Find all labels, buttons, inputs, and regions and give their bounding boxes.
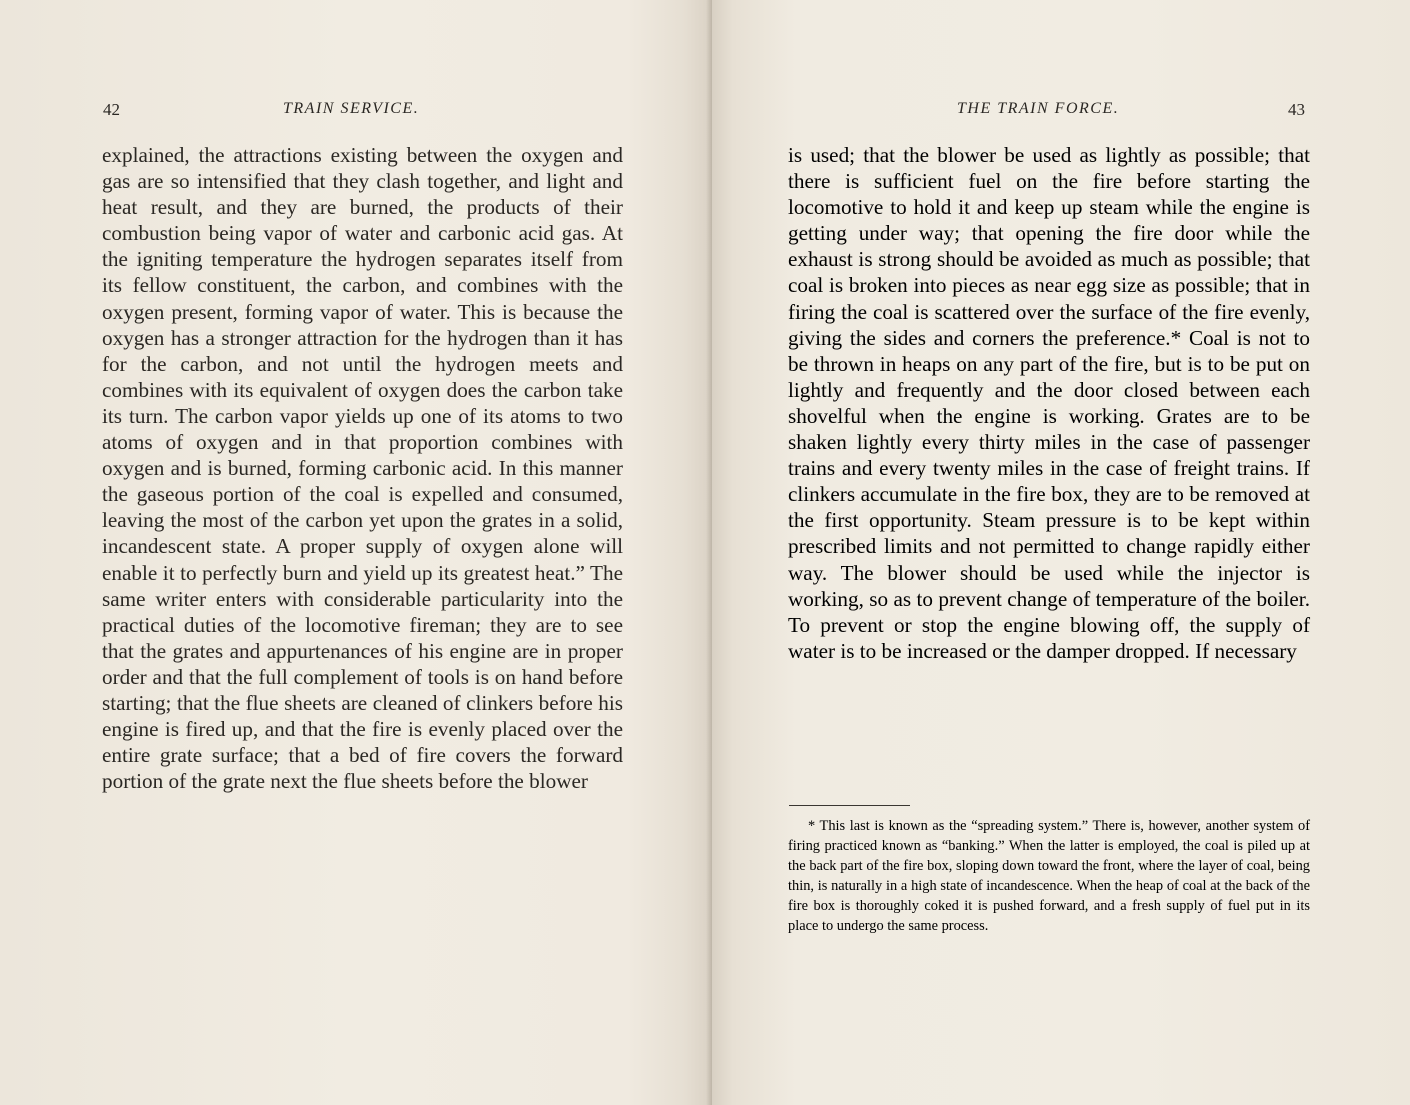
right-body-text bbox=[788, 142, 1310, 664]
footnote bbox=[788, 817, 1310, 936]
footnote-divider bbox=[789, 805, 910, 806]
left-body-paragraph: explained, the attractions existing between the oxygen and gas are so intensified that they clash together, and light and heat result, and they are burned, the products of their combustion being vapor of water and carbonic acid gas. At the igniting temperature the hydrogen separates itself from its fellow constituent, the carbon, and combines with the oxygen present, forming vapor of water. This is because the oxygen has a stronger attraction for the hydrogen than it has for the carbon, and not until the hydrogen meets and combines with its equivalent of oxygen does the carbon take its turn. The carbon vapor yields up one of its atoms to two atoms of oxygen and in that proportion combines with oxygen and is burned, forming carbonic acid. In this manner the gaseous portion of the coal is expelled and consumed, leaving the most of the carbon yet upon the grates in a solid, incandescent state. A proper supply of oxygen alone will enable it to perfectly burn and yield up its greatest heat.” The same writer enters with considerable particularity into the practical duties of the locomotive fireman; they are to see that the grates and appurtenances of his engine are in proper order and that the full complement of tools is on hand before starting; that the flue sheets are cleaned of clinkers before his engine is fired up, and that the fire is evenly placed over the entire grate surface; that a bed of fire covers the forward portion of the grate next the flue sheets before the blower bbox=[102, 143, 623, 794]
footnote-text: * This last is known as the “spreading system.” There is, however, another system of firing practiced known as “banking.” When the latter is employed, the coal is piled up at the back part of the fire box, sloping down toward the front, where the layer of coal, being thin, is naturally in a high state of incandescence. When the heap of coal at the back of the fire box is thoroughly coked it is pushed forward, and a fresh supply of fuel put in its place to undergo the same process. bbox=[788, 818, 1310, 934]
right-running-head: THE TRAIN FORCE. bbox=[957, 100, 1120, 117]
left-page-number: 42 bbox=[103, 100, 120, 119]
left-body-text bbox=[102, 142, 623, 794]
right-page-number: 43 bbox=[1288, 100, 1305, 119]
left-running-head: TRAIN SERVICE. bbox=[283, 100, 420, 117]
right-body-paragraph: is used; that the blower be used as lightly as possible; that there is sufficient fuel on the fire before starting the locomotive to hold it and keep up steam while the engine is getting under way; that opening the fire door while the exhaust is strong should be avoided as much as possible; that coal is broken into pieces as near egg size as possible; that in firing the coal is scattered over the surface of the fire evenly, giving the sides and corners the preference.* Coal is not to be thrown in heaps on any part of the fire, but is to be put on lightly and frequently and the door closed between each shovelful when the engine is working. Grates are to be shaken lightly every thirty miles in the case of passenger trains and every twenty miles in the case of freight trains. If clinkers accumulate in the fire box, they are to be removed at the first opportunity. Steam pressure is to be kept within prescribed limits and not permitted to change rapidly either way. The blower should be used while the injector is working, so as to prevent change of temperature of the boiler. To prevent or stop the engine blowing off, the supply of water is to be increased or the damper dropped. If necessary bbox=[788, 143, 1310, 663]
